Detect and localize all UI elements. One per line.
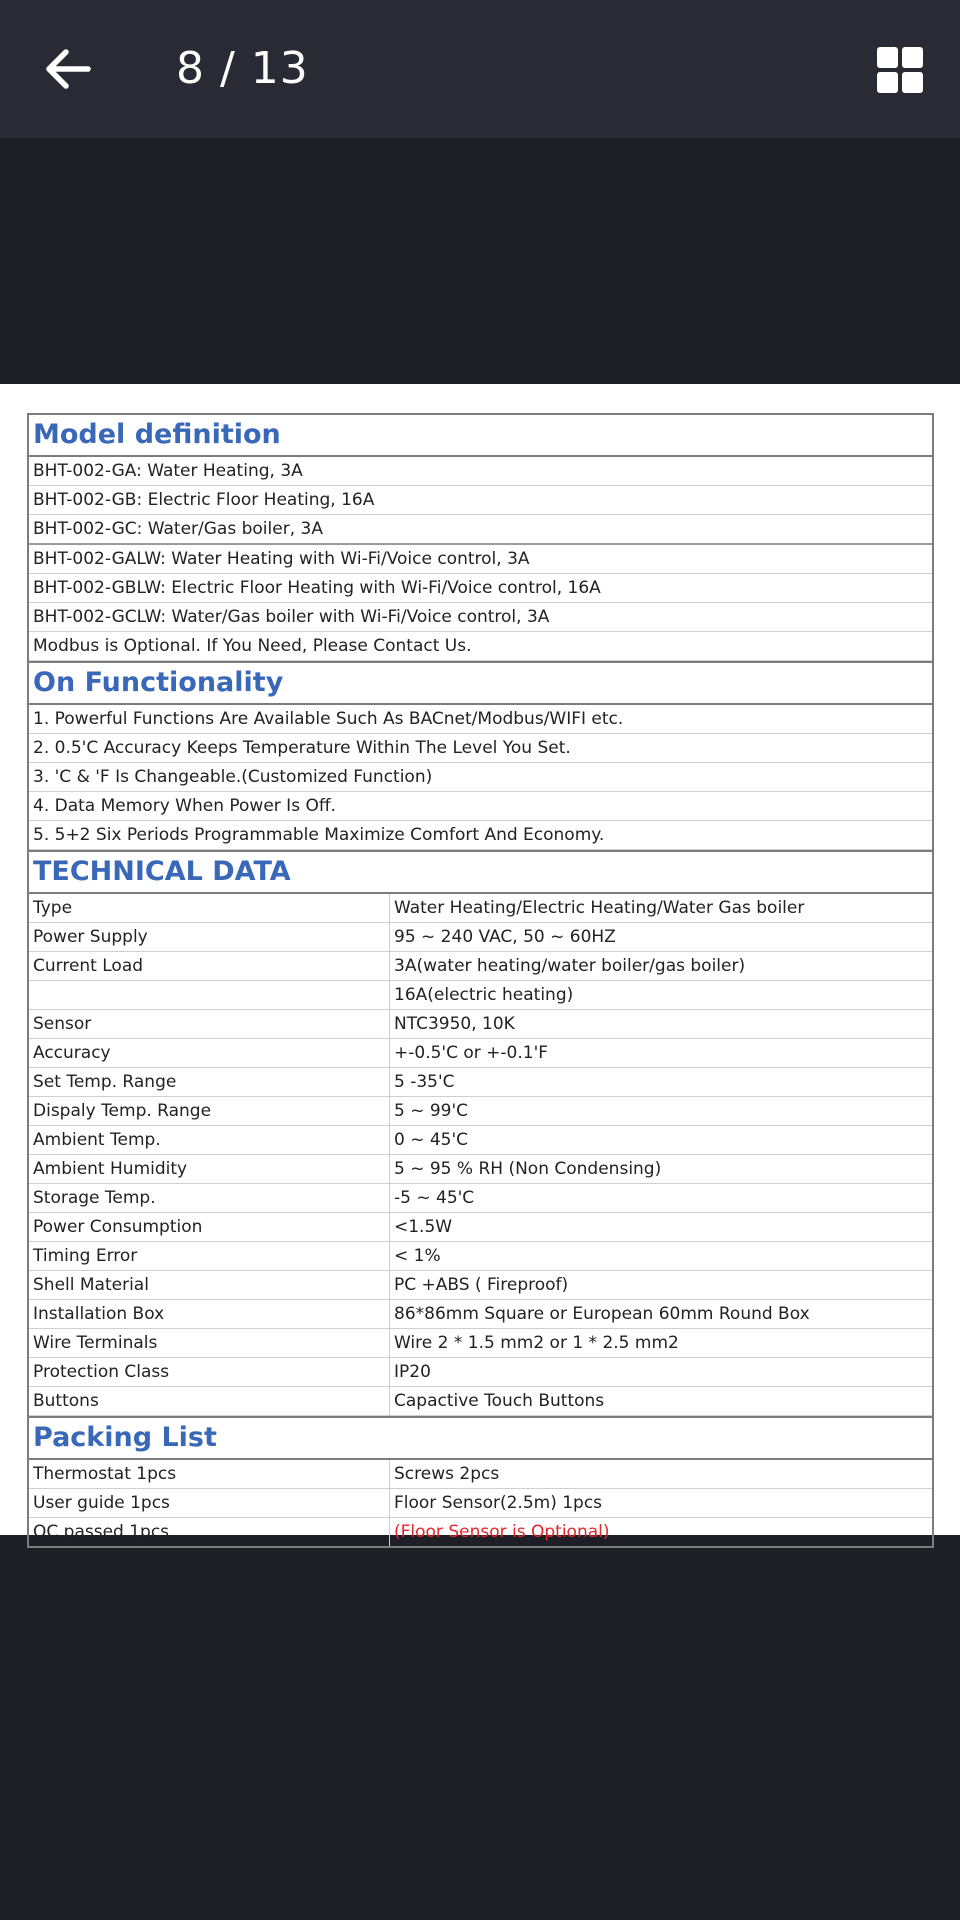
table-row: 3. 'C & 'F Is Changeable.(Customized Function) [29,763,932,792]
arrow-left-icon [38,39,98,99]
technical-data-title: TECHNICAL DATA [29,850,932,894]
table-row: Set Temp. Range 5 -35'C [29,1068,932,1097]
table-row: Wire Terminals Wire 2 * 1.5 mm2 or 1 * 2.5 mm2 [29,1329,932,1358]
table-row: Storage Temp. -5 ~ 45'C [29,1184,932,1213]
table-row: Type Water Heating/Electric Heating/Water Gas boiler [29,894,932,923]
packing-list-title: Packing List [29,1416,932,1460]
grid-view-button[interactable] [872,42,926,96]
spec-table [27,413,934,1548]
table-row: Shell Material PC +ABS ( Fireproof) [29,1271,932,1300]
optional-note: (Floor Sensor is Optional) [394,1522,610,1542]
table-row: Ambient Humidity 5 ~ 95 % RH (Non Condensing) [29,1155,932,1184]
table-row: BHT-002-GA: Water Heating, 3A [29,457,932,486]
table-row: 16A(electric heating) [29,981,932,1010]
top-bar [0,0,960,138]
table-row: Modbus is Optional. If You Need, Please Contact Us. [29,632,932,661]
table-row: Thermostat 1pcs Screws 2pcs [29,1460,932,1489]
table-row: User guide 1pcs Floor Sensor(2.5m) 1pcs [29,1489,932,1518]
functionality-title: On Functionality [29,661,932,705]
table-row: BHT-002-GB: Electric Floor Heating, 16A [29,486,932,515]
image-counter: 8 / 13 [176,43,309,94]
spec-sheet-image [0,384,960,1542]
back-button[interactable] [38,39,98,99]
table-row: Installation Box 86*86mm Square or European 60mm Round Box [29,1300,932,1329]
table-row: Power Consumption <1.5W [29,1213,932,1242]
table-row: BHT-002-GCLW: Water/Gas boiler with Wi-Fi/Voice control, 3A [29,603,932,632]
table-row: Ambient Temp. 0 ~ 45'C [29,1126,932,1155]
table-row: Protection Class IP20 [29,1358,932,1387]
table-row: Buttons Capactive Touch Buttons [29,1387,932,1416]
table-row: BHT-002-GBLW: Electric Floor Heating with Wi-Fi/Voice control, 16A [29,574,932,603]
table-row: 1. Powerful Functions Are Available Such As BACnet/Modbus/WIFI etc. [29,705,932,734]
table-row: Dispaly Temp. Range 5 ~ 99'C [29,1097,932,1126]
table-row: Current Load 3A(water heating/water boiler/gas boiler) [29,952,932,981]
table-row: 2. 0.5'C Accuracy Keeps Temperature Within The Level You Set. [29,734,932,763]
table-row: Timing Error < 1% [29,1242,932,1271]
table-row: Sensor NTC3950, 10K [29,1010,932,1039]
table-row: Accuracy +-0.5'C or +-0.1'F [29,1039,932,1068]
model-definition-title: Model definition [29,415,932,457]
table-row: QC passed 1pcs (Floor Sensor is Optional) [29,1518,932,1546]
table-row: BHT-002-GC: Water/Gas boiler, 3A [29,515,932,545]
table-row: Power Supply 95 ~ 240 VAC, 50 ~ 60HZ [29,923,932,952]
table-row: 5. 5+2 Six Periods Programmable Maximize Comfort And Economy. [29,821,932,850]
table-row: 4. Data Memory When Power Is Off. [29,792,932,821]
table-row: BHT-002-GALW: Water Heating with Wi-Fi/Voice control, 3A [29,545,932,574]
